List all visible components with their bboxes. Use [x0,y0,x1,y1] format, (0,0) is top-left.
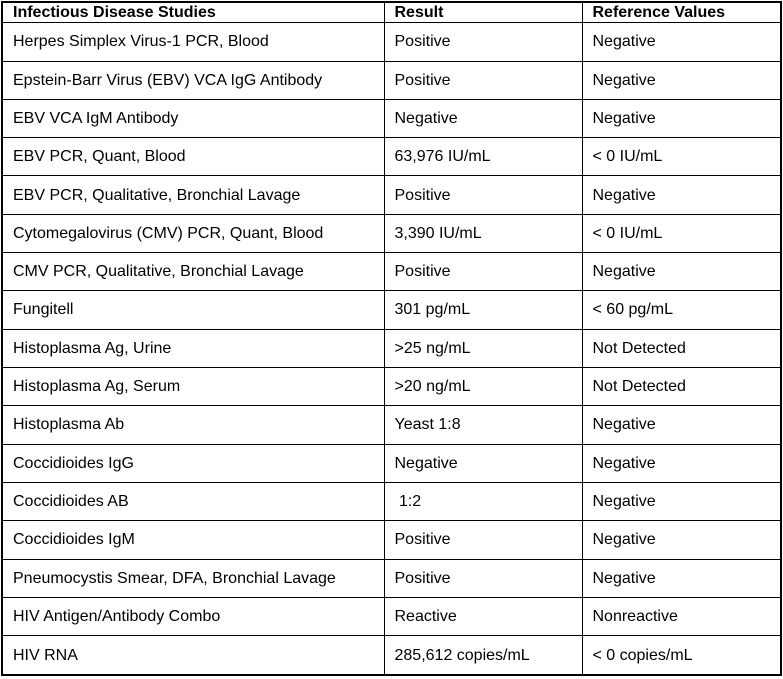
cell-reference: Negative [582,99,781,137]
cell-reference: Negative [582,444,781,482]
table-row [2,138,781,176]
cell-study: Coccidioides AB [2,482,384,520]
table-row [2,368,781,406]
cell-study: Coccidioides IgG [2,444,384,482]
cell-study: EBV PCR, Qualitative, Bronchial Lavage [2,176,384,214]
table-row [2,329,781,367]
cell-result: Positive [384,253,582,291]
table-row [2,176,781,214]
cell-reference: Negative [582,482,781,520]
header-row [2,2,781,23]
cell-result: Positive [384,559,582,597]
cell-reference: < 60 pg/mL [582,291,781,329]
table-row [2,61,781,99]
cell-result: >25 ng/mL [384,329,582,367]
cell-result: Positive [384,23,582,61]
cell-reference: Negative [582,406,781,444]
table-body [2,23,781,675]
cell-reference: Negative [582,521,781,559]
cell-result: Negative [384,99,582,137]
cell-study: Epstein-Barr Virus (EBV) VCA IgG Antibody [2,61,384,99]
table-row [2,636,781,675]
cell-study: Histoplasma Ab [2,406,384,444]
cell-reference: Nonreactive [582,597,781,635]
cell-study: Fungitell [2,291,384,329]
cell-reference: < 0 copies/mL [582,636,781,675]
table-row [2,214,781,252]
cell-reference: < 0 IU/mL [582,214,781,252]
cell-result: >20 ng/mL [384,368,582,406]
table-row [2,253,781,291]
cell-result: Positive [384,61,582,99]
table-row [2,444,781,482]
cell-study: HIV RNA [2,636,384,675]
table-row [2,406,781,444]
cell-result: Reactive [384,597,582,635]
cell-result: 3,390 IU/mL [384,214,582,252]
header-study: Infectious Disease Studies [2,2,384,23]
cell-result: 1:2 [384,482,582,520]
cell-study: EBV VCA IgM Antibody [2,99,384,137]
cell-reference: Not Detected [582,329,781,367]
cell-result: 63,976 IU/mL [384,138,582,176]
cell-result: Positive [384,176,582,214]
cell-study: CMV PCR, Qualitative, Bronchial Lavage [2,253,384,291]
header-result: Result [384,2,582,23]
table-row [2,521,781,559]
cell-result: 285,612 copies/mL [384,636,582,675]
cell-reference: Negative [582,23,781,61]
cell-reference: Not Detected [582,368,781,406]
cell-result: Negative [384,444,582,482]
cell-reference: Negative [582,253,781,291]
cell-reference: Negative [582,61,781,99]
cell-study: Histoplasma Ag, Urine [2,329,384,367]
cell-study: EBV PCR, Quant, Blood [2,138,384,176]
cell-study: HIV Antigen/Antibody Combo [2,597,384,635]
cell-result: Positive [384,521,582,559]
table-row [2,99,781,137]
table-row [2,23,781,61]
cell-result: Yeast 1:8 [384,406,582,444]
cell-study: Pneumocystis Smear, DFA, Bronchial Lavage [2,559,384,597]
table-row [2,559,781,597]
cell-study: Histoplasma Ag, Serum [2,368,384,406]
table-row [2,482,781,520]
table-row [2,597,781,635]
header-reference: Reference Values [582,2,781,23]
cell-study: Herpes Simplex Virus-1 PCR, Blood [2,23,384,61]
table-row [2,291,781,329]
cell-study: Cytomegalovirus (CMV) PCR, Quant, Blood [2,214,384,252]
lab-results-table [1,1,782,676]
cell-study: Coccidioides IgM [2,521,384,559]
cell-reference: Negative [582,559,781,597]
cell-reference: Negative [582,176,781,214]
cell-result: 301 pg/mL [384,291,582,329]
cell-reference: < 0 IU/mL [582,138,781,176]
